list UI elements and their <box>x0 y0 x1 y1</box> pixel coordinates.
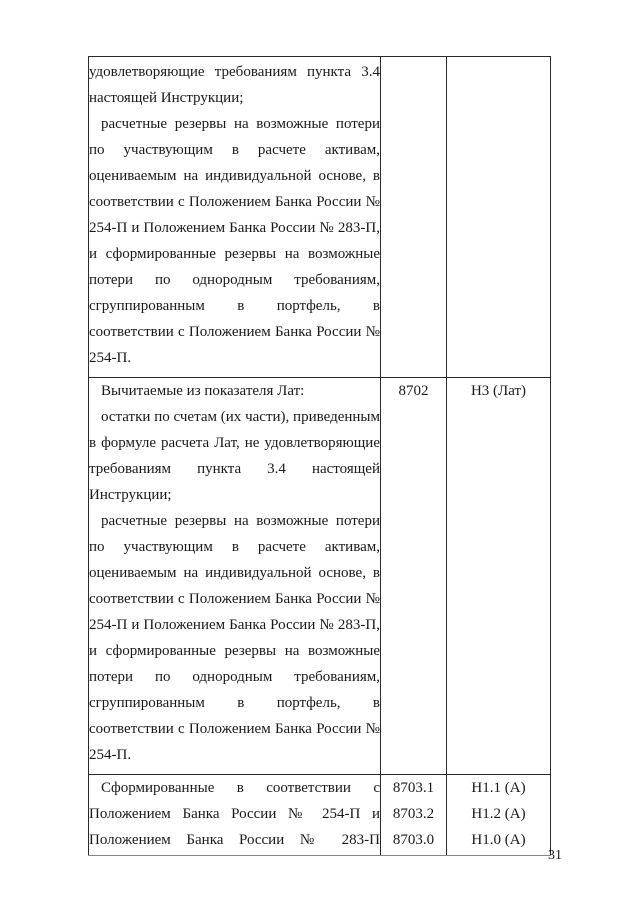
document-table <box>88 56 551 856</box>
norm-label: Н1.0 (А) <box>471 832 526 848</box>
description-cell <box>89 378 381 775</box>
description-cell <box>89 57 381 378</box>
norm-label: Н1.2 (А) <box>471 806 526 822</box>
paragraph: Вычитаемые из показателя Лат: <box>101 383 305 399</box>
norm-cell <box>447 775 551 856</box>
paragraph: Сформированные в соответствии с Положением Банка России № 254-П и Положением Банка России № 283-П <box>89 780 380 848</box>
paragraph: расчетные резервы на возможные потери по участвующим в расчете активам, оцениваемым на индивидуальной основе, в соответствии с Положением Банка России № 254-П и Положением Банка России № 283-П, и сформированные резервы на возможные потери по однородным требованиям, сгруппированным в портфель, в соответствии с Положением Банка России № 254-П. <box>89 116 380 366</box>
table-row <box>89 775 551 856</box>
page-number: 31 <box>548 848 562 863</box>
code-cell <box>381 378 447 775</box>
code-cell <box>381 57 447 378</box>
norm-cell <box>447 57 551 378</box>
account-code: 8703.1 <box>392 780 435 796</box>
account-code: 8703.2 <box>392 806 435 822</box>
code-cell <box>381 775 447 856</box>
table-row <box>89 57 551 378</box>
paragraph: удовлетворяющие требованиям пункта 3.4 настоящей Инструкции; <box>89 64 380 106</box>
table-row <box>89 378 551 775</box>
paragraph: расчетные резервы на возможные потери по участвующим в расчете активам, оцениваемым на индивидуальной основе, в соответствии с Положением Банка России № 254-П и Положением Банка России № 283-П, и сформированные резервы на возможные потери по однородным требованиям, сгруппированным в портфель, в соответствии с Положением Банка России № 254-П. <box>89 513 380 763</box>
norm-cell <box>447 378 551 775</box>
account-code: 8703.0 <box>392 832 435 848</box>
description-cell <box>89 775 381 856</box>
norm-label: Н1.1 (А) <box>471 780 526 796</box>
norm-label: Н3 (Лат) <box>470 383 527 399</box>
paragraph: остатки по счетам (их части), приведенным в формуле расчета Лат, не удовлетворяющие требованиям пункта 3.4 настоящей Инструкции; <box>89 409 380 503</box>
account-code: 8702 <box>398 383 429 399</box>
